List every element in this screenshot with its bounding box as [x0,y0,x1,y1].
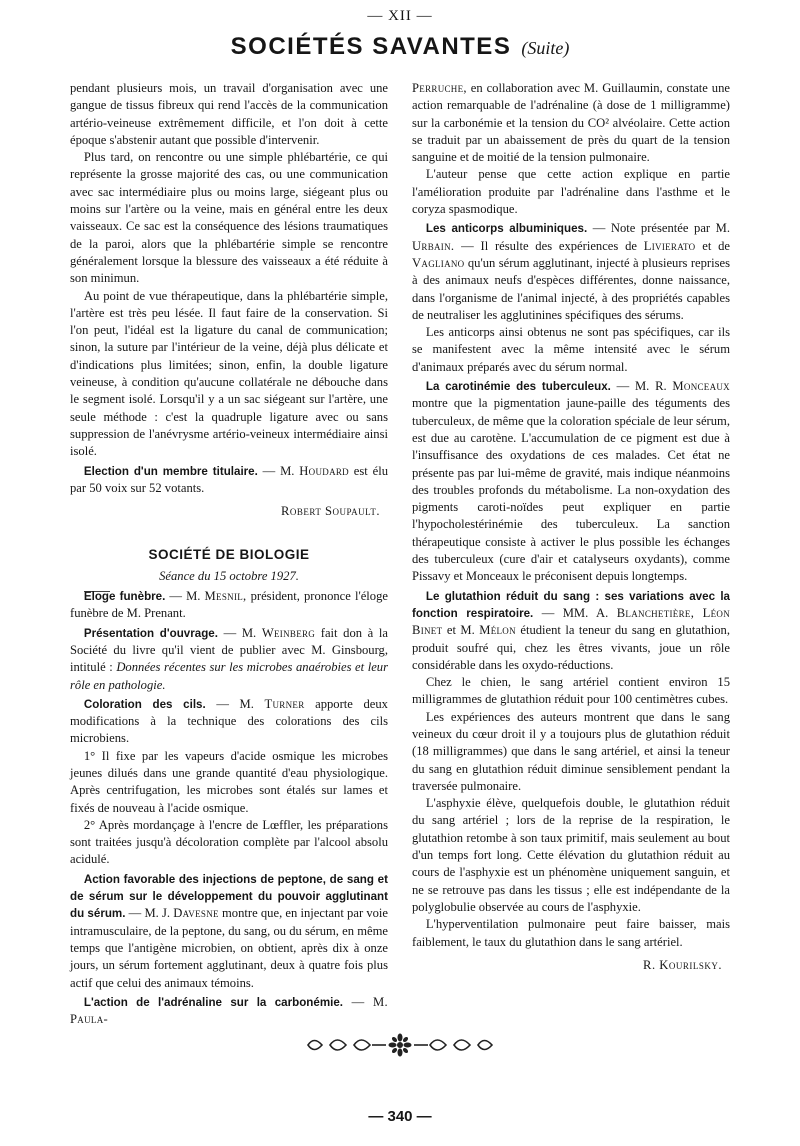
ornament-leaf [478,1041,492,1050]
text-run: est élu par 50 voix sur 52 votants. [70,463,389,495]
text-run: montre que, en injectant par voie intramusculaire, de la peptone, du sang, ou du sérum, en même temps que l'antigène microbien, on obtient, après dix à onze jours, un sérum fortement agglutinant, deux à quatre fois plus actif que celui des animaux témoins. [70,906,389,990]
person-name: Houdard [299,463,349,478]
person-name: Mesnil, [204,589,247,604]
page-title: SOCIÉTÉS SAVANTES [230,33,512,60]
person-name: Monceaux [672,379,730,394]
paragraph: pendant plusieurs mois, un travail d'organisation avec une gangue de tissus fibreux qui rend l'accès de la communication artério-veineuse extrêmement difficile, et l'on doit à cette époque s'abstenir autant que possible d'intervenir. [70,81,388,147]
text-run: — Il résulte des expériences de [454,238,644,253]
page-number: — 340 — [368,1108,432,1125]
text-run: — M. J. [125,906,174,921]
paragraph [412,80,730,166]
ornament-leaf [354,1040,370,1050]
adrenaline-paragraph [70,994,388,1029]
folio-roman: — XII — [367,8,433,24]
section-heading: Election d'un membre titulaire. [83,464,258,478]
text-run: et M. [442,623,480,638]
text-run: — M. [205,696,265,711]
right-column [412,80,730,974]
section-heading: Action favorable des injections de peptone, de sang et de sérum sur le développement du pouvoir agglutinant du sérum. [70,872,388,921]
paragraph: 1° Il fixe par les vapeurs d'acide osmique les microbes jeunes dilués dans une grande quantité d'eau physiologique. Après centrifugation, les microbes sont étalés sur lames et fixés de nouveau à l'acide osmique. [70,748,388,815]
person-name: Livierato [643,238,696,253]
text-run: président, prononce l'éloge funèbre de M. Prenant. [70,589,388,621]
text-run: — M. [165,589,205,604]
paragraph: L'asphyxie élève, quelquefois double, le glutathion réduit du sang artériel ; lors de la reprise de la respiration, le glutathion retombe à son taux primitif, mais seulement au bout d'un temps fort long. Cette élévation du glutathion réduit au cours de l'asphyxie est un phénomène uniquement sanguin, et ne se retrouve pas dans les tissus ; elle est indépendante de la polyglobulie observée au cours de l'asphyxie. [412,796,730,914]
person-name: Turner [264,696,305,711]
signature: Robert Soupault. [280,504,380,519]
book-title: Données récentes sur les microbes anaérobies et leur rôle en pathologie. [70,660,388,692]
section-heading: La carotinémie des tuberculeux. [425,380,611,394]
election-paragraph [70,463,388,498]
ornament-leaf [430,1040,446,1050]
paragraph: Les anticorps ainsi obtenus ne sont pas spécifiques, car ils se manifestent avec la même intensité avec le sérum d'animaux préparés avec du sérum normal. [412,325,730,374]
text-run: et de [695,238,730,253]
section-heading: Eloge funèbre. [83,590,166,604]
society-title: SOCIÉTÉ DE BIOLOGIE [148,547,310,563]
ornament-leaf [454,1040,470,1050]
text-run: — M. Paula- [70,994,388,1027]
text-run: montre que la pigmentation jaune-paille des téguments des tuberculeux, de même que la coloration spéciale de leur sérum, est due au carotène. L'accumulation de ce pigment est due à l'insuffisance des oxydations de ces malades. Cet état ne présente pas par lui-même de gravité, mais indique néanmoins des troubles profonds du métabolisme. La non-oxydation des pigments caroti-noïdes peut expliquer en partie l'hypocholestérinémie des tuberculeux. La sanction thérapeutique consiste à activer le plus possible les échanges des tuberculeux (cure d'air et catalyseurs oxydants), comme Pissavy et Monceaux le préconisent depuis longtemps. [412,396,730,584]
presentation-paragraph [70,625,388,694]
section-heading: Les anticorps albuminiques. [425,222,588,236]
text-run: — Note présentée par M. [587,221,730,236]
person-name: Léon Binet [412,605,730,638]
section-heading: L'action de l'adrénaline sur la carbonémie. [83,995,344,1009]
text-run [694,606,702,620]
text-run: — M. [257,463,300,478]
paragraph: L'auteur pense que cette action explique en partie l'amélioration produite par l'adrénaline dans l'asthme et le coryza spasmodique. [412,167,730,217]
text-run: qu'un sérum agglutinant, injecté à plusieurs reprises à des animaux neufs d'espèces différentes, donne naissance, dans l'organisme de l'animal injecté, à des propriétés capables de neutraliser les agglutinines spécifiques des sérums. [412,255,730,322]
page-title-suffix: (Suite) [521,38,570,58]
eloge-paragraph [70,588,388,623]
coloration-paragraph [70,696,388,748]
person-name: Weinberg [261,625,316,640]
left-column [70,80,388,1028]
section-heading: Présentation d'ouvrage. [83,626,218,640]
decorative-ornament-icon [300,1033,500,1057]
person-name: Davesne [173,906,219,921]
text-run: étudient la teneur du sang en glutathion, produit soufré qui, chez les êtres vivants, joue un rôle considérable dans les oxydo-réductions. [412,623,730,672]
seance-date: Séance du 15 octobre 1927. [159,568,299,583]
person-name: Mélon [479,623,516,638]
text-run: apporte deux modifications à la technique des colorations des cils microbiens. [70,696,388,746]
section-heading: Le glutathion réduit du sang : ses variations avec la fonction respiratoire. [412,589,730,620]
action-paragraph [70,871,388,992]
paragraph: Plus tard, on rencontre ou une simple phlébartérie, ce qui représente la grosse majorité des cas, ou une communication avec sac intermédiaire plus ou moins large, siégeant plus ou moins sur l'artère ou la veine, mais en général entre les deux vaisseaux. Ce sac est la conséquence des lésions traumatiques de la paroi, alors que la phlébartérie simple se rencontre généralement lorsque la blessure des vaisseaux a été réduite à son minimun. [70,150,388,286]
person-name: Urbain. [412,238,455,253]
paragraph: L'hyperventilation pulmonaire peut faire baisser, mais faiblement, le taux du glutathion dans le sang artériel. [412,917,730,949]
paragraph: Chez le chien, le sang artériel contient environ 15 milligrammes de glutathion réduit pour 100 centimètres cubes. [412,675,730,707]
person-name: Vagliano [412,255,465,270]
person-name: Perruche, [412,81,467,95]
glutathion-paragraph [412,588,730,674]
paragraph: 2° Après mordançage à l'encre de Lœffler, les préparations sont traitées jusqu'à décoloration complète par l'alcool absolu acidulé. [70,817,388,867]
text-run: — M. R. [610,379,673,394]
signature: R. Kourilsky. [643,957,722,972]
person-name: Blanchetière, [616,605,695,620]
text-run: fait don à la Société du livre qu'il vient de publier avec M. Ginsbourg, intitulé : [70,625,388,675]
carotinemie-paragraph [412,378,730,586]
running-title [0,33,800,61]
text-run: — MM. A. [533,605,617,620]
anticorps-paragraph [412,220,730,324]
text-run: — M. [217,625,262,640]
ornament-center-flower [389,1034,412,1057]
ornament-leaf [330,1040,346,1050]
text-run: en collaboration avec M. Guillaumin, constate une action remarquable de l'adrénaline (à dose de 1 milligramme) sur la carbonémie et la tension du CO² alvéolaire. Cette action se traduit par un abaissement de près du quart de la tension sanguine et de moitié de la tension pulmonaire. [412,81,730,165]
paragraph: Au point de vue thérapeutique, dans la phlébartérie simple, l'artère est très peu lésée. Il faut faire de la conservation. Si l'on peut, l'idéal est la ligature du canal de communication; sinon, la suture par l'intérieur de la veine, déjà plus délicate et d'indications plus limitées; sinon, enfin, la double ligature veineuse, à condition qu'aucune collatérale ne débouche dans le segment isolé. Lorsqu'il y a un sac siégeant sur l'artère, une seule méthode : c'est la quadruple ligature avec ou sans suppression de l'anévrysme artério-veineux intermédiaire ainsi isolé. [70,288,388,459]
ornament-leaf [308,1041,322,1050]
section-heading: Coloration des cils. [83,697,206,711]
paragraph: Les expériences des auteurs montrent que dans le sang veineux du cœur droit il y a toujours plus de glutathion réduit (18 milligrammes) que dans le sang artériel, et ainsi la teneur du sang en glutathion réduit diminue sensiblement pendant la traversée pulmonaire. [412,709,730,793]
